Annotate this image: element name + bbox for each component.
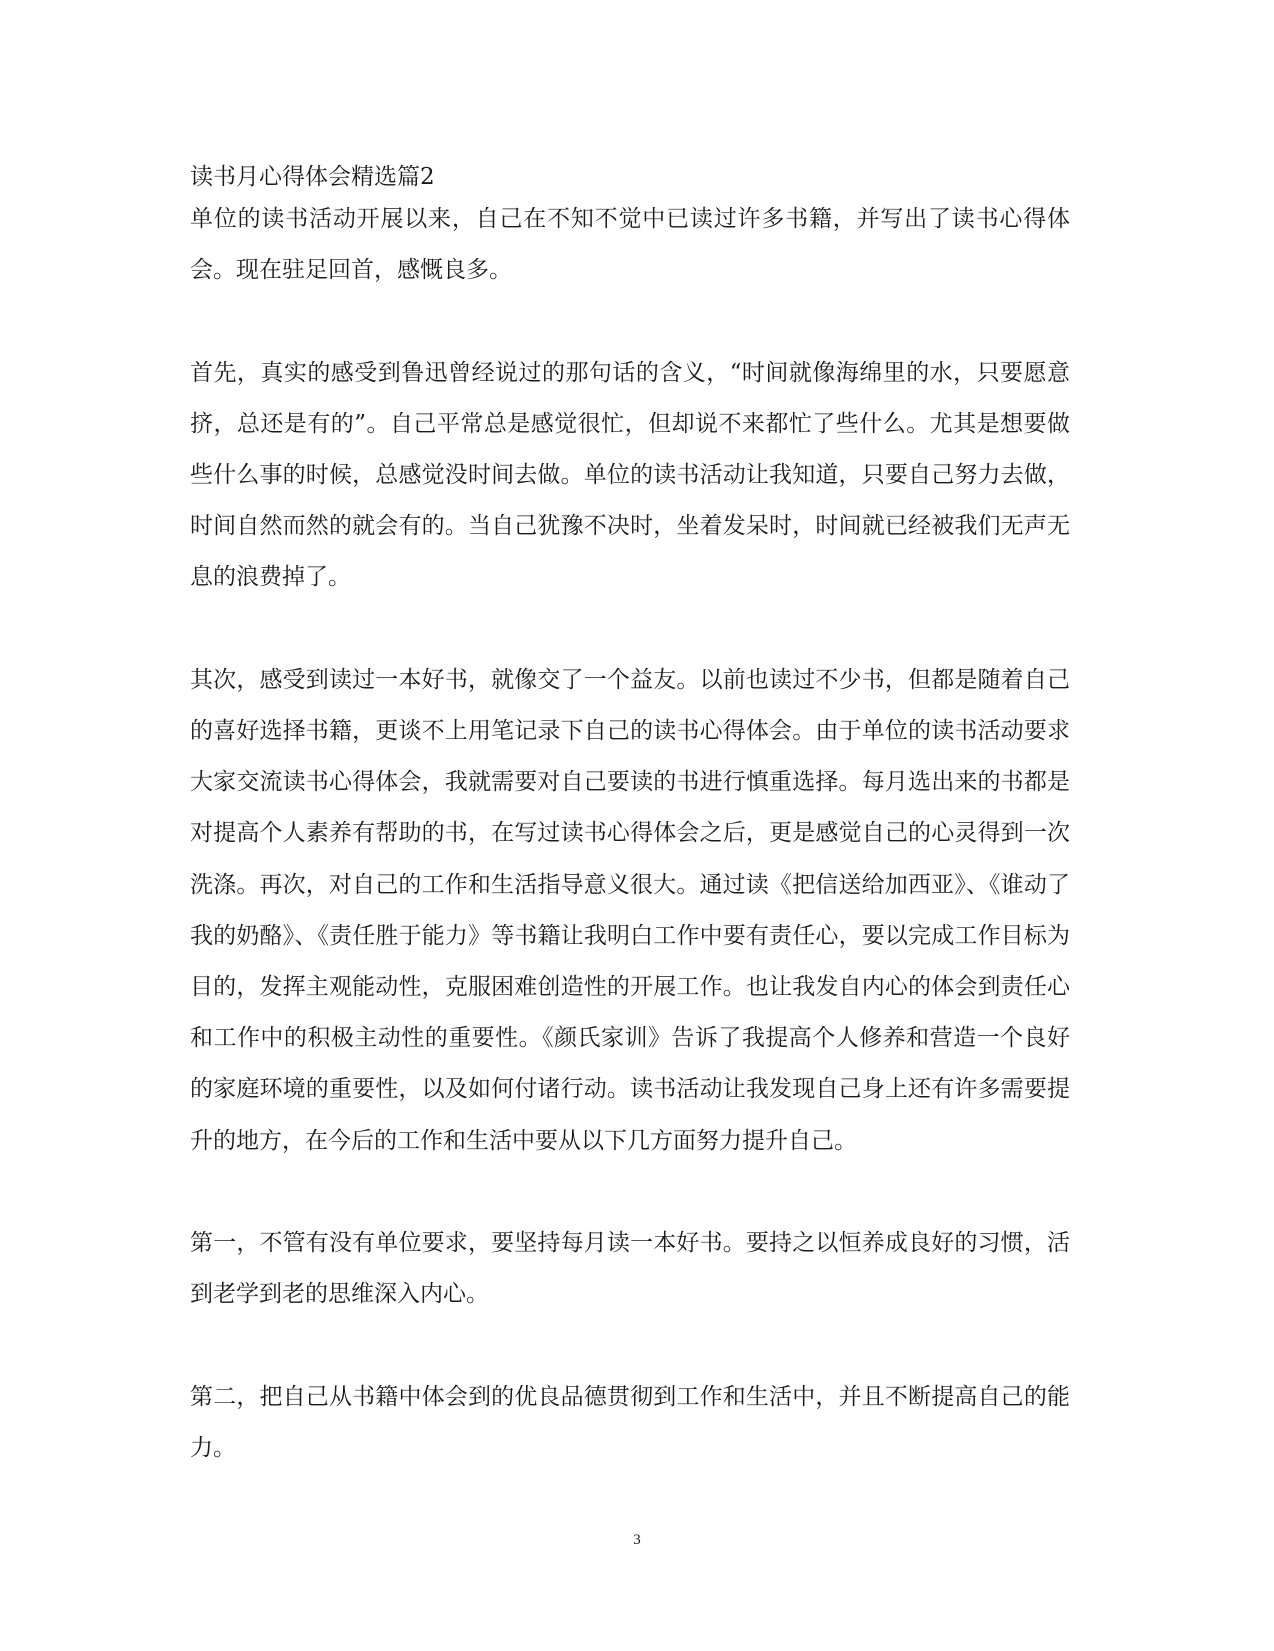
document-body	[190, 160, 1070, 1474]
section-title: 读书月心得体会精选篇2	[190, 164, 435, 190]
page-number: 3	[633, 1532, 641, 1548]
paragraph-gap	[190, 1167, 1070, 1218]
paragraph-gap	[190, 296, 1070, 347]
paragraph-goal-one: 第一，不管有没有单位要求，要坚持每月读一本好书。要持之以恒养成良好的习惯，活到老学到老的思维深入内心。	[190, 1230, 1070, 1308]
paragraph-goal-two: 第二，把自己从书籍中体会到的优良品德贯彻到工作和生活中，并且不断提高自己的能力。	[190, 1383, 1070, 1461]
paragraph-first-point: 首先，真实的感受到鲁迅曾经说过的那句话的含义，“时间就像海绵里的水，只要愿意挤，总还是有的”。自己平常总是感觉很忙，但却说不来都忙了些什么。尤其是想要做些什么事的时候，总感觉没时间去做。单位的读书活动让我知道，只要自己努力去做，时间自然而然的就会有的。当自己犹豫不决时，坐着发呆时，时间就已经被我们无声无息的浪费掉了。	[190, 359, 1070, 591]
paragraph-intro: 单位的读书活动开展以来，自己在不知不觉中已读过许多书籍，并写出了读书心得体会。现在驻足回首，感慨良多。	[190, 206, 1070, 284]
paragraph-second-point: 其次，感受到读过一本好书，就像交了一个益友。以前也读过不少书，但都是随着自己的喜好选择书籍，更谈不上用笔记录下自己的读书心得体会。由于单位的读书活动要求大家交流读书心得体会，我就需要对自己要读的书进行慎重选择。每月选出来的书都是对提高个人素养有帮助的书，在写过读书心得体会之后，更是感觉自己的心灵得到一次洗涤。再次，对自己的工作和生活指导意义很大。通过读《把信送给加西亚》、《谁动了我的奶酪》、《责任胜于能力》等书籍让我明白工作中要有责任心，要以完成工作目标为目的，发挥主观能动性，克服困难创造性的开展工作。也让我发自内心的体会到责任心和工作中的积极主动性的重要性。《颜氏家训》告诉了我提高个人修养和营造一个良好的家庭环境的重要性，以及如何付诸行动。读书活动让我发现自己身上还有许多需要提升的地方，在今后的工作和生活中要从以下几方面努力提升自己。	[190, 666, 1070, 1154]
paragraph-gap	[190, 604, 1070, 655]
paragraph-gap	[190, 1320, 1070, 1371]
